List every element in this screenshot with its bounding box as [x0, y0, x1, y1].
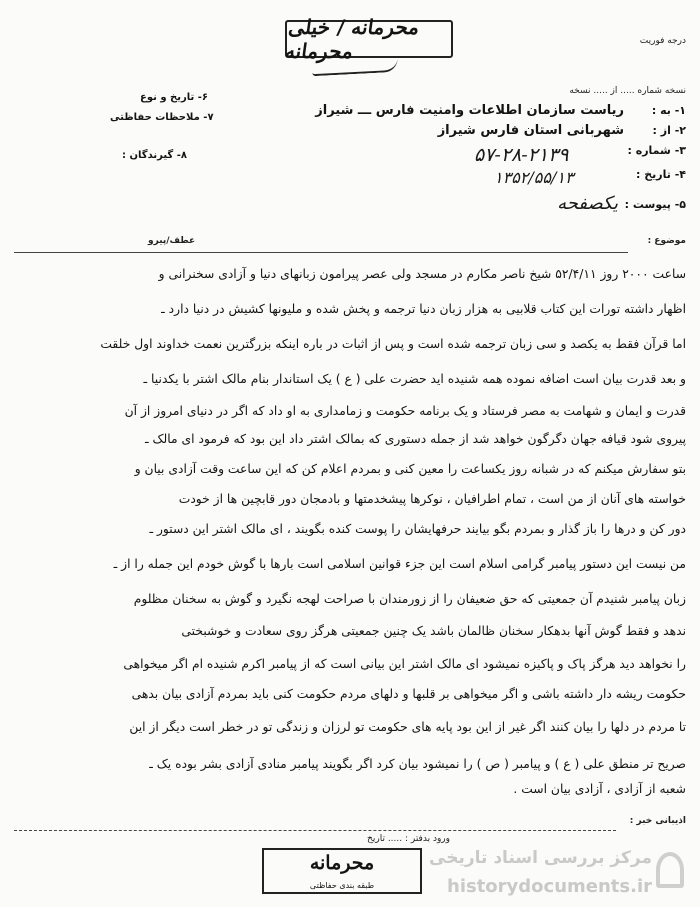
- reference-label: عطف/پیرو: [148, 236, 196, 246]
- bottom-classification-stamp: [262, 848, 422, 894]
- copy-number-label: نسخه شماره ..... از ..... نسخه: [569, 86, 686, 96]
- body-line: را نخواهد دید هرگز پاک و پاکیزه نمیشود ای مالک اشتر این بیانی است که از پیامبر اکرم شنیده ام اگر میخواهی: [123, 657, 686, 671]
- body-line: بتو سفارش میکنم که در شبانه روز یکساعت را معین کنی و بمردم اعلام کن که این ساعت وقت آزادی بیان و: [134, 462, 686, 476]
- body-line: زبان پیامبر شنیدم آن جمعیتی که حق ضعیفان را از زورمندان با صراحت لهجه نگیرد و گوش به سخنان مظلوم: [133, 592, 686, 606]
- field-attachment-label: ۵- پیوست :: [624, 198, 686, 211]
- field-from-label: ۲- از :: [652, 124, 686, 137]
- field-number-value: ۵۷-۲۸-۲۱۳۹: [474, 144, 569, 166]
- top-stamp-text: محرمانه / خیلی محرمانه: [283, 15, 422, 63]
- body-line: دور کن و درها را باز گذار و بمردم بگو بیایند حرفهایشان را پوست کنده بگویند ، ای مالک اشتر این دستور ـ: [149, 522, 686, 536]
- stamp-scribble: [312, 58, 399, 76]
- body-line: من نیست این دستور پیامبر گرامی اسلام است این جزء قوانین اسلامی است بارها با گوش خودم این جمله را از ـ: [113, 557, 686, 571]
- field-date-label: ۴- تاریخ :: [636, 168, 686, 181]
- subject-label: موضوع :: [647, 236, 686, 246]
- bottom-stamp-subtext: طبقه بندی حفاظتی: [309, 881, 375, 890]
- watermark-url: historydocuments.ir: [447, 876, 652, 897]
- top-classification-stamp: [283, 15, 453, 63]
- body-line: ندهد و فقط گوش آنها بدهکار سخنان ظالمان باشد یک چنین جمعیتی هرگز روی سعادت و خوشبختی: [181, 624, 686, 638]
- field-to-value: ریاست سازمان اطلاعات وامنیت فارس ـــ شیراز: [315, 103, 624, 118]
- archive-watermark: [429, 846, 686, 902]
- body-line: قدرت و ایمان و شهامت به مصر فرستاد و یک برنامه حکومت و زمامداری به او داد که اگر در دنیای امروز از آن: [124, 404, 686, 418]
- body-line: تا مردم در دلها را بیان کنند اگر غیر از این بود پایه های حکومت تو لرزان و زندگی تو در خطر است دیگر از این: [129, 720, 686, 734]
- subject-divider: [14, 252, 628, 253]
- field-attachment-value: یکصفحه: [557, 193, 618, 214]
- bottom-stamp-text: محرمانه: [309, 852, 375, 874]
- watermark-name: مرکز بررسی اسناد تاریخی: [429, 848, 652, 868]
- body-line: ساعت ۲۰۰۰ روز ۵۲/۴/۱۱ شیخ ناصر مکارم در مسجد ولی عصر پیرامون زبانهای دنیا و آزادی سخنرانی و: [158, 267, 686, 281]
- field-security-notes-label: ۷- ملاحظات حفاظتی: [110, 112, 214, 123]
- field-date-value: ۱۳۵۲/۵۵/۱۳: [494, 168, 574, 187]
- body-line: شعبه از آزادی ، آزادی بیان است .: [513, 782, 686, 796]
- body-line: پیروی شود قیافه جهان دگرگون خواهد شد از جمله دستوری که بمالک اشتر داد این بود که فرمود ای مالک ـ: [145, 432, 686, 446]
- footer-note-label: اذیبانی خبر :: [629, 816, 686, 826]
- field-from-value: شهربانی استان فارس شیراز: [437, 123, 624, 138]
- field-date-type-label: ۶- تاریخ و نوع: [140, 92, 209, 103]
- body-line: صریح تر منطق علی ( ع ) و پیامبر ( ص ) را نمیشود بیان کرد اگر بگویند پیامبر منادی آزادی بشر بوده یک ـ: [149, 757, 686, 771]
- footer-entry-label: ورود بدفتر : ..... تاریخ: [367, 834, 450, 844]
- field-to-label: ۱- به :: [651, 104, 686, 117]
- body-line: و بعد قدرت بیان است اضافه نموده همه شنیده اید حضرت علی ( ع ) یک استاندار بنام مالک اشتر با یکدنیا ـ: [143, 372, 686, 386]
- field-number-label: ۳- شماره :: [627, 144, 686, 157]
- body-line: اما قرآن فقط به یکصد و سی زبان ترجمه شده است و پس از اثبات در باره اینکه بزرگترین نعمت خداوند اول خلقت: [100, 337, 686, 351]
- body-line: اظهار داشته تورات این کتاب قلابیی به هزار زبان دنیا ترجمه و پخش شده و ملیونها کشیش در دنیا دارد ـ: [161, 302, 686, 316]
- urgency-label: درجه فوریت: [639, 36, 686, 46]
- archive-logo-icon: [656, 852, 684, 888]
- field-recipients-label: ۸- گیرندگان :: [122, 150, 187, 161]
- footer-divider: [14, 830, 616, 831]
- body-line: حکومت ریشه دار داشته باشی و اگر میخواهی بر قلبها و دلهای مردم حکومت کنی باید بمردم آزادی بیان بدهی: [131, 687, 686, 701]
- body-line: خواسته های آنان از من است ، تمام اطرافیان ، نوکرها پیشخدمتها و بادمجان دور قابچین ها از خودت: [178, 492, 686, 506]
